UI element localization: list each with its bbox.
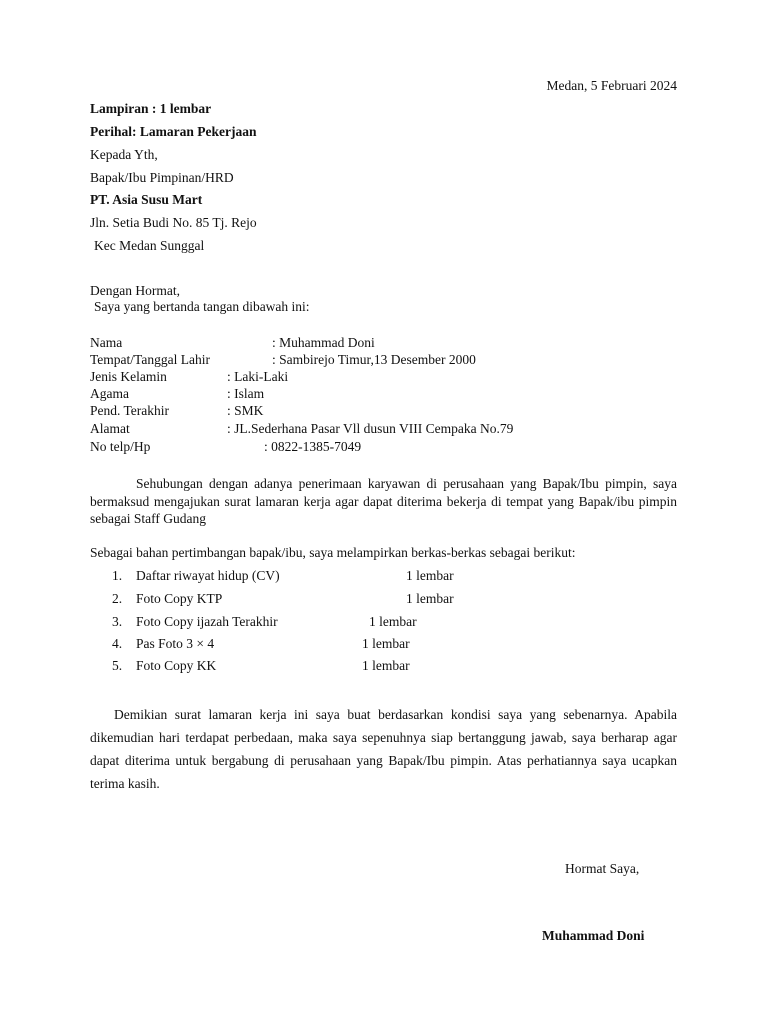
recipient-company: PT. Asia Susu Mart	[90, 192, 203, 207]
identity-value-phone: : 0822-1385-7049	[264, 439, 362, 454]
identity-label-address: Alamat	[90, 421, 130, 436]
list-item-number: 4.	[112, 636, 123, 651]
body-paragraph: Sehubungan dengan adanya penerimaan karyawan di perusahaan yang Bapak/Ibu pimpin, saya bermaksud mengajukan surat lamaran kerja agar dapat diterima bekerja di tempat yang Bapak/ibu pimpin sebagai Staff Gudang	[90, 476, 677, 526]
identity-label-gender: Jenis Kelamin	[90, 369, 167, 384]
identity-label-education: Pend. Terakhir	[90, 403, 170, 418]
letter-date: Medan, 5 Februari 2024	[546, 78, 677, 93]
identity-value-birth: : Sambirejo Timur,13 Desember 2000	[272, 352, 476, 367]
list-item-name: Pas Foto 3 × 4	[136, 636, 215, 651]
list-item-quantity: 1 lembar	[362, 658, 410, 673]
recipient-title: Bapak/Ibu Pimpinan/HRD	[90, 170, 234, 185]
list-item-name: Foto Copy ijazah Terakhir	[136, 614, 278, 629]
list-item-number: 5.	[112, 658, 123, 673]
identity-value-education: : SMK	[227, 403, 264, 418]
list-item-quantity: 1 lembar	[406, 568, 454, 583]
intro-line: Saya yang bertanda tangan dibawah ini:	[94, 299, 310, 314]
list-item-name: Foto Copy KK	[136, 658, 217, 673]
list-item-number: 2.	[112, 591, 123, 606]
identity-value-gender: : Laki-Laki	[227, 369, 289, 384]
list-item-quantity: 1 lembar	[406, 591, 454, 606]
recipient-address-1: Jln. Setia Budi No. 85 Tj. Rejo	[90, 215, 257, 230]
identity-value-address: : JL.Sederhana Pasar Vll dusun VIII Cempaka No.79	[227, 421, 514, 436]
list-item-name: Daftar riwayat hidup (CV)	[136, 568, 280, 583]
identity-value-name: : Muhammad Doni	[272, 335, 375, 350]
signature-name: Muhammad Doni	[542, 928, 645, 943]
list-item-name: Foto Copy KTP	[136, 591, 223, 606]
identity-label-phone: No telp/Hp	[90, 439, 151, 454]
identity-label-name: Nama	[90, 335, 123, 350]
identity-label-birth: Tempat/Tanggal Lahir	[90, 352, 210, 367]
identity-label-religion: Agama	[90, 386, 129, 401]
closing-paragraph: Demikian surat lamaran kerja ini saya buat berdasarkan kondisi saya yang sebenarnya. Apabila dikemudian hari terdapat perbedaan, maka saya sepenuhnya siap bertanggung jawab, saya berharap agar dapat diterima untuk bergabung di perusahaan yang Bapak/Ibu pimpin. Atas perhatiannya saya ucapkan terima kasih.	[90, 707, 677, 791]
salutation: Dengan Hormat,	[90, 283, 180, 298]
recipient-address-2: Kec Medan Sunggal	[94, 238, 205, 253]
list-item-number: 3.	[112, 614, 123, 629]
list-item-quantity: 1 lembar	[362, 636, 410, 651]
identity-value-religion: : Islam	[227, 386, 265, 401]
attachment-line: Lampiran : 1 lembar	[90, 101, 212, 116]
recipient-greeting: Kepada Yth,	[90, 147, 158, 162]
attachments-intro: Sebagai bahan pertimbangan bapak/ibu, saya melampirkan berkas-berkas sebagai berikut:	[90, 545, 576, 560]
closing-regards: Hormat Saya,	[565, 861, 640, 876]
subject-line: Perihal: Lamaran Pekerjaan	[90, 124, 257, 139]
list-item-number: 1.	[112, 568, 123, 583]
list-item-quantity: 1 lembar	[369, 614, 417, 629]
